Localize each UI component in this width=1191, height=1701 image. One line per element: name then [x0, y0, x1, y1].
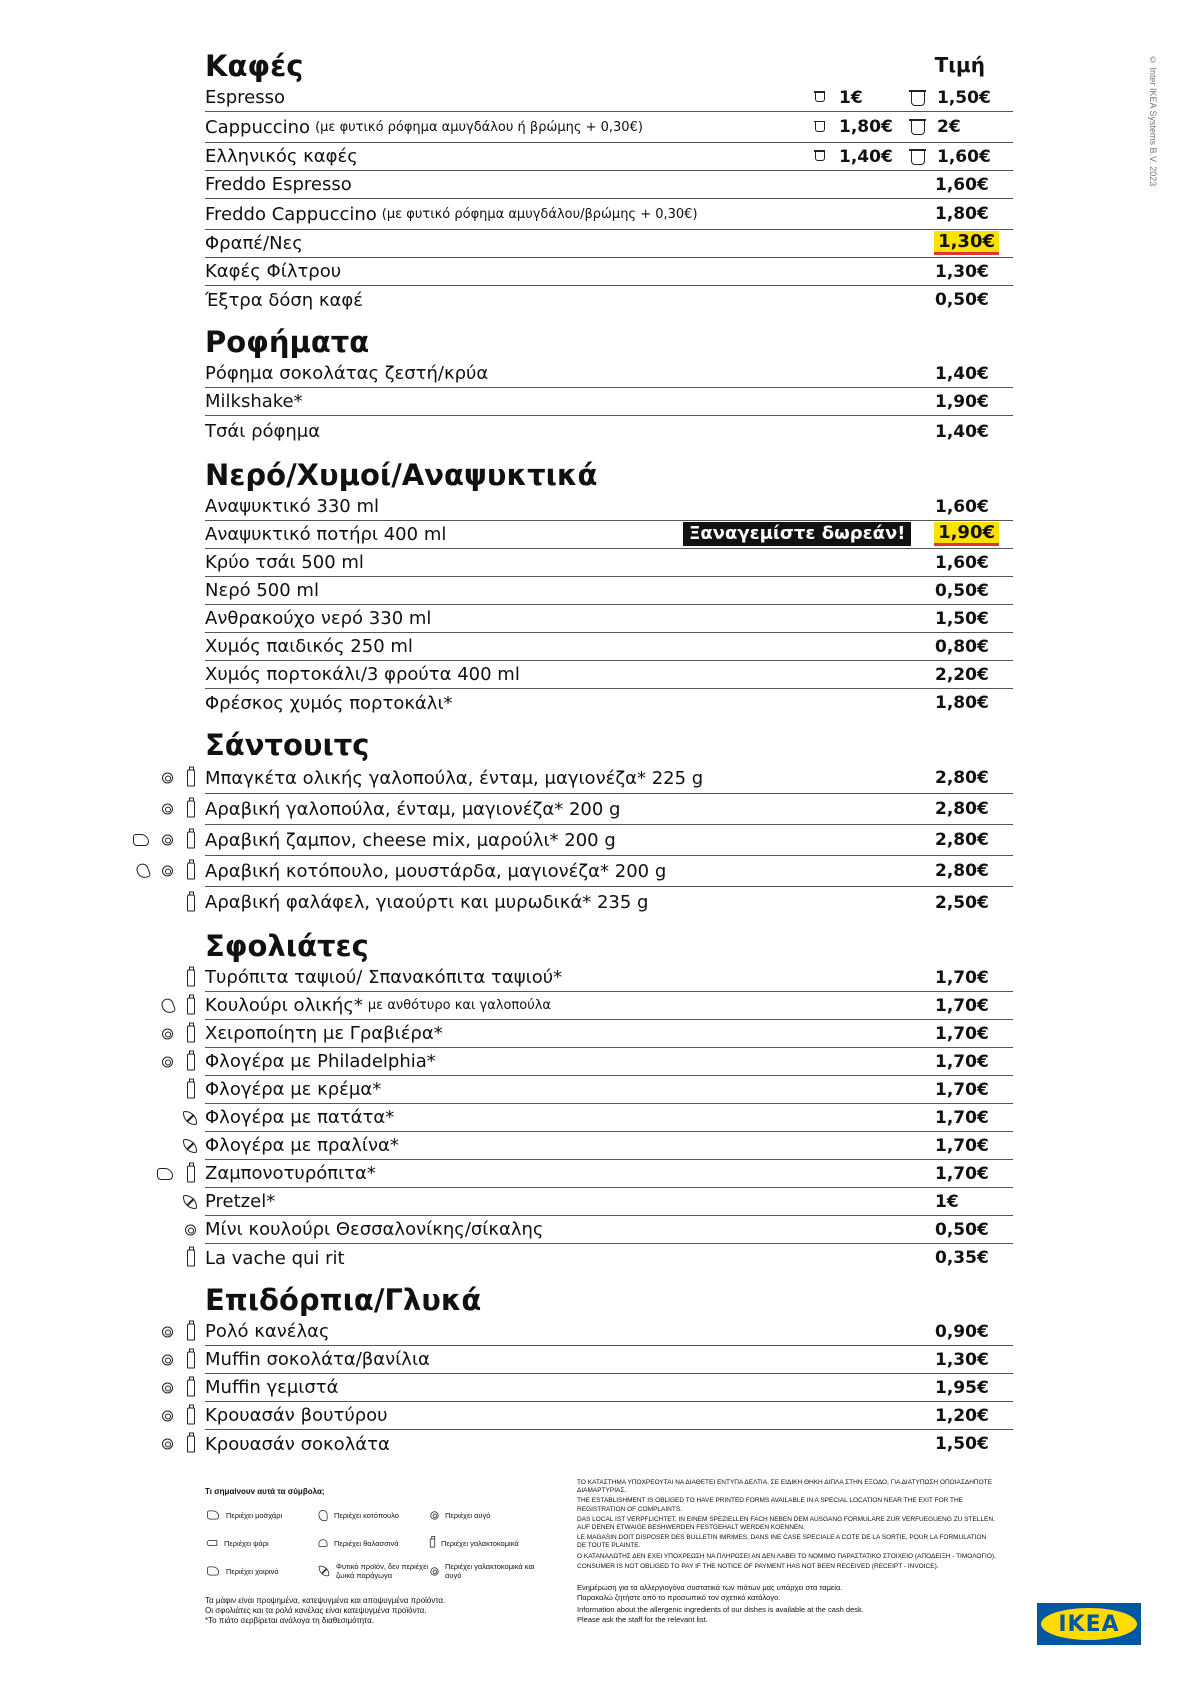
- legal-line: Ο ΚΑΤΑΝΑΛΩΤΗΣ ΔΕΝ ΕΧΕΙ ΥΠΟΧΡΕΩΣΗ ΝΑ ΠΛΗΡΩΣΕΙ ΑΝ ΔΕΝ ΛΑΒΕΙ ΤΟ ΝΟΜΙΜΟ ΠΑΡΑΣΤΑΤΙΚΟ ΣΤΟΙΧΕΙΟ (ΑΠΟΔΕΙΞΗ - ΤΙΜΟΛΟΓΙΟ).: [577, 1552, 996, 1560]
- egg-icon: [162, 1056, 173, 1067]
- menu-row: [205, 605, 1013, 633]
- legend-item: [429, 1562, 541, 1580]
- item-price: 1,50€: [935, 1434, 989, 1454]
- item-price: 2,80€: [935, 830, 989, 850]
- milk-icon: [187, 1053, 195, 1070]
- item-name: La vache qui rit: [205, 1247, 345, 1269]
- item-price: 1€: [935, 1191, 959, 1212]
- milk-icon: [187, 832, 195, 849]
- section-title-coffee: Καφές: [205, 49, 304, 83]
- small-price: 1,80€: [839, 117, 893, 137]
- menu-row: [205, 1374, 1013, 1402]
- menu-row: [205, 521, 1013, 549]
- item-price: 1,30€: [935, 261, 989, 282]
- egg-milk-icon: [430, 1567, 438, 1575]
- legend-note: Τα μάφιν είναι προψημένα, κατεψυγμένα και αποψυγμένα προϊόντα.: [205, 1596, 446, 1605]
- chicken-icon: [135, 862, 151, 880]
- menu-row: [205, 1318, 1013, 1346]
- vegan-icon: [183, 1111, 197, 1125]
- item-name: Χυμός παιδικός 250 ml: [205, 636, 413, 657]
- menu-row: [205, 856, 1013, 887]
- item-name: Αραβική φαλάφελ, γιαούρτι και μυρωδικά* 235 g: [205, 892, 649, 913]
- item-name: Έξτρα δόση καφέ: [205, 289, 363, 311]
- allergen-info-line: Παρακαλώ ζητήστε από το προσωπικό τον σχετικό κατάλογο.: [577, 1593, 781, 1603]
- size-prices: [815, 88, 991, 108]
- menu-row: [205, 258, 1013, 286]
- item-price: 1,70€: [935, 1107, 989, 1128]
- item-price: 2,80€: [935, 799, 989, 819]
- item-name: Αραβική κοτόπουλο, μουστάρδα, μαγιονέζα* 200 g: [205, 860, 667, 882]
- section-title-water: Νερό/Χυμοί/Αναψυκτικά: [205, 458, 598, 492]
- item-name: Muffin γεμιστά: [205, 1377, 339, 1398]
- section-drinks: [205, 324, 1013, 447]
- menu-row: [205, 416, 1013, 447]
- menu-row: [205, 1244, 1013, 1272]
- small-cup-icon: [815, 91, 825, 102]
- legend-label: Περιέχει γαλακτοκομικά: [441, 1538, 519, 1548]
- item-price: 1,80€: [935, 204, 989, 224]
- item-name: Ρολό κανέλας: [205, 1321, 330, 1342]
- menu-row: [205, 493, 1013, 521]
- small-price: 1€: [839, 87, 863, 108]
- menu-row: [205, 1048, 1013, 1076]
- legal-line: CONSUMER IS NOT OBLIGED TO PAY IF THE NOTICE OF PAYMENT HAS NOT BEEN RECEIVED (RECEIPT - INVOICE).: [577, 1562, 939, 1570]
- milk-icon: [187, 770, 195, 787]
- menu-row: [205, 84, 1013, 112]
- item-note: (με φυτικό ρόφημα αμυγδάλου/βρώμης + 0,30€): [381, 206, 698, 222]
- item-name: Φλογέρα με κρέμα*: [205, 1079, 382, 1100]
- menu-row: [205, 171, 1013, 199]
- egg-icon: [185, 1224, 196, 1235]
- item-price: 2,20€: [935, 664, 989, 685]
- item-name: Μίνι κουλούρι Θεσσαλονίκης/σίκαλης: [205, 1219, 544, 1240]
- vegan-icon: [183, 1195, 197, 1209]
- item-name: Κρουασάν βουτύρου: [205, 1405, 388, 1426]
- legend-note: Οι σφολιάτες και τα ρολά κανέλας είναι κατεψυγμένα προϊόντα.: [205, 1606, 427, 1615]
- milk-icon: [187, 969, 195, 986]
- milk-icon: [187, 863, 195, 880]
- section-title-desserts: Επιδόρπια/Γλυκά: [205, 1283, 482, 1317]
- item-name: Ανθρακούχο νερό 330 ml: [205, 608, 432, 629]
- legend-label: Περιέχει γαλακτοκομικά και αυγό: [445, 1562, 535, 1580]
- legend-label: Περιέχει κοτόπουλο: [334, 1510, 399, 1520]
- egg-icon: [162, 1382, 173, 1393]
- copyright-text: © Inter IKEA Systems B.V. 2023: [1148, 55, 1158, 187]
- legend-item: [205, 1506, 317, 1524]
- milk-icon: [187, 1436, 195, 1453]
- menu-row: [205, 763, 1013, 794]
- ikea-logo-oval: [1041, 1608, 1137, 1640]
- item-price: 1,70€: [935, 1135, 989, 1156]
- section-desserts: [205, 1282, 1013, 1458]
- menu-row: [205, 199, 1013, 230]
- item-price: 1,70€: [935, 1023, 989, 1044]
- egg-icon: [162, 835, 173, 846]
- item-name: Φραπέ/Νες: [205, 233, 303, 254]
- ikea-logo: [1037, 1603, 1141, 1645]
- legend-item: [205, 1534, 317, 1552]
- section-water: [205, 457, 1013, 717]
- item-price-highlighted: 1,90€: [934, 522, 999, 546]
- egg-icon: [162, 866, 173, 877]
- item-price: 2,50€: [935, 892, 989, 913]
- legend-label: Περιέχει μοσχάρι: [226, 1510, 283, 1520]
- symbol-legend: [205, 1487, 545, 1626]
- item-name: Κρύο τσάι 500 ml: [205, 552, 364, 573]
- egg-icon: [162, 1354, 173, 1365]
- menu: [205, 48, 1013, 1458]
- size-prices: [815, 147, 991, 167]
- item-price: 0,80€: [935, 636, 989, 657]
- milk-icon: [187, 997, 195, 1014]
- section-title-drinks: Ροφήματα: [205, 325, 370, 359]
- legal-line: ΤΟ ΚΑΤΑΣΤΗΜΑ ΥΠΟΧΡΕΟΥΤΑΙ ΝΑ ΔΙΑΘΕΤΕΙ ΕΝΤΥΠΑ ΔΕΛΤΙΑ, ΣΕ ΕΙΔΙΚΗ ΘΗΚΗ ΔΙΠΛΑ ΣΤΗΝ ΕΞΟΔΟ, ΓΙΑ ΔΙΑΤΥΠΩΣΗ ΟΠΟΙΑΣΔΗΠΟΤΕ ΔΙΑΜΑΡΤΥΡΙΑΣ.: [577, 1479, 992, 1495]
- vegan-icon: [183, 1139, 197, 1153]
- menu-row: [205, 661, 1013, 689]
- menu-row: [205, 1020, 1013, 1048]
- small-cup-icon: [815, 121, 825, 132]
- legend-item: [317, 1506, 429, 1524]
- egg-icon: [162, 1326, 173, 1337]
- item-price: 2,80€: [935, 861, 989, 881]
- item-price: 0,90€: [935, 1321, 989, 1342]
- item-name: Κρουασάν σοκολάτα: [205, 1433, 390, 1455]
- legal-line: THE ESTABLISHMENT IS OBLIGED TO HAVE PRINTED FORMS AVAILABLE IN A SPECIAL LOCATION NEAR THE EXIT FOR THE REGISTRATION OF COMPLAINTS.: [577, 1497, 964, 1513]
- section-coffee: [205, 48, 1013, 314]
- pork-icon: [157, 1168, 173, 1180]
- legend-grid: [205, 1506, 545, 1580]
- large-price: 2€: [937, 117, 961, 137]
- legend-item: [317, 1562, 429, 1580]
- large-price: 1,50€: [937, 87, 991, 108]
- item-price: 1,30€: [935, 1349, 989, 1370]
- item-name: Χυμός πορτοκάλι/3 φρούτα 400 ml: [205, 664, 520, 685]
- pork-icon: [133, 834, 149, 846]
- item-name: Αραβική ζαμπον, cheese mix, μαρούλι* 200 g: [205, 829, 616, 851]
- item-price: 1,20€: [935, 1405, 989, 1426]
- milk-icon: [187, 1165, 195, 1182]
- menu-row: [205, 1402, 1013, 1430]
- menu-row: [205, 633, 1013, 661]
- section-title-pastries: Σφολιάτες: [205, 929, 369, 963]
- legend-item: [429, 1534, 541, 1552]
- item-name: Φλογέρα με πραλίνα*: [205, 1135, 399, 1156]
- legend-note: *Το πιάτο σερβίρεται ανάλογα τη διαθεσιμότητα.: [205, 1616, 374, 1625]
- milk-icon: [187, 1379, 195, 1396]
- item-name: Milkshake*: [205, 391, 303, 412]
- menu-row: [205, 1076, 1013, 1104]
- egg-icon: [162, 804, 173, 815]
- item-name: Freddo Cappuccino: [205, 203, 377, 225]
- refill-badge: Ξαναγεμίστε δωρεάν!: [683, 522, 911, 546]
- legal-line: DAS LOCAL IST VERPFLICHTET, IN EINEM SPEZIELLEN FACH NEBEN DEM AUSGANG FORMULARE ZUR VERFUEGUENG ZU STELLEN, AUF DENEN ETWAIGE BESHWERDEN FESTGEHALT WERDEN KOENNEN.: [577, 1515, 995, 1532]
- legal-notice: [577, 1479, 997, 1625]
- egg-icon: [162, 1028, 173, 1039]
- item-price: 1,70€: [935, 995, 989, 1016]
- menu-row: [205, 388, 1013, 416]
- milk-icon: [187, 1407, 195, 1424]
- legend-label: Περιέχει θαλασσινά: [334, 1538, 399, 1548]
- item-price: 1,70€: [935, 1051, 989, 1072]
- allergen-info-line: Ενημέρωση για τα αλλεργιογόνα συστατικά των πιάτων μας υπάρχει στα ταμεία.: [577, 1583, 843, 1593]
- price-header: Τιμή: [934, 53, 985, 77]
- legend-item: [317, 1534, 429, 1552]
- menu-row: [205, 286, 1013, 314]
- item-price-highlighted: 1,30€: [934, 231, 999, 255]
- milk-icon: [187, 1250, 195, 1267]
- menu-row: [205, 1216, 1013, 1244]
- item-name: Μπαγκέτα ολικής γαλοπούλα, ένταμ, μαγιονέζα* 225 g: [205, 767, 704, 789]
- item-name: Αραβική γαλοπούλα, ένταμ, μαγιονέζα* 200 g: [205, 798, 621, 820]
- small-cup-icon: [815, 150, 825, 161]
- item-name: Freddo Espresso: [205, 174, 352, 195]
- item-price: 0,50€: [935, 580, 989, 601]
- large-cup-icon: [911, 90, 925, 106]
- ikea-logo-text: IKEA: [1058, 1611, 1120, 1637]
- item-price: 0,50€: [935, 290, 989, 310]
- legend-label: Περιέχει χοιρινό: [226, 1566, 279, 1576]
- item-price: 0,35€: [935, 1248, 989, 1268]
- egg-icon: [162, 1410, 173, 1421]
- item-price: 1,60€: [935, 552, 989, 573]
- item-name: Νερό 500 ml: [205, 580, 319, 601]
- menu-row: [205, 112, 1013, 143]
- milk-icon: [187, 1025, 195, 1042]
- section-sandwiches: [205, 727, 1013, 918]
- large-cup-icon: [911, 149, 925, 165]
- size-prices: [815, 117, 961, 137]
- egg-icon: [430, 1511, 438, 1519]
- legend-label: Περιέχει ψάρι: [224, 1538, 269, 1548]
- milk-icon: [187, 1351, 195, 1368]
- menu-row: [205, 794, 1013, 825]
- item-name: Pretzel*: [205, 1191, 276, 1212]
- item-name: Ζαμπονοτυρόπιτα*: [205, 1163, 376, 1184]
- allergen-info-line: Information about the allergenic ingredients of our dishes is available at the cash desk.: [577, 1605, 864, 1615]
- menu-row: [205, 689, 1013, 717]
- menu-row: [205, 1346, 1013, 1374]
- seafood-icon: [319, 1539, 328, 1547]
- item-name: Τσάι ρόφημα: [205, 421, 321, 442]
- large-cup-icon: [911, 119, 925, 135]
- allergen-info-line: Please ask the staff for the relevant list.: [577, 1615, 708, 1625]
- chicken-icon: [319, 1509, 328, 1520]
- menu-row: [205, 143, 1013, 171]
- menu-row: [205, 1104, 1013, 1132]
- egg-icon: [162, 1439, 173, 1450]
- item-price: 1,70€: [935, 1079, 989, 1100]
- milk-icon: [187, 894, 195, 911]
- item-price: 1,60€: [935, 496, 989, 517]
- beef-icon: [207, 1511, 219, 1520]
- legend-item: [205, 1562, 317, 1580]
- menu-row: [205, 360, 1013, 388]
- fish-icon: [207, 1540, 218, 1546]
- item-price: 1,95€: [935, 1377, 989, 1398]
- item-name: Ελληνικός καφές: [205, 146, 358, 167]
- item-name: Φλογέρα με Philadelphia*: [205, 1051, 436, 1072]
- item-note: (με φυτικό ρόφημα αμυγδάλου ή βρώμης + 0,30€): [315, 119, 643, 135]
- item-price: 1,70€: [935, 967, 989, 988]
- menu-row: [205, 992, 1013, 1020]
- menu-row: [205, 549, 1013, 577]
- legend-label: Φυτικό προϊόν, δεν περιέχει ζωικά παράγωγα: [336, 1562, 429, 1580]
- item-name: Φρέσκος χυμός πορτοκάλι*: [205, 692, 453, 714]
- item-name: Κουλούρι ολικής*: [205, 995, 363, 1016]
- egg-icon: [162, 773, 173, 784]
- menu-row: [205, 825, 1013, 856]
- item-name: Espresso: [205, 87, 286, 108]
- item-price: 2,80€: [935, 768, 989, 788]
- milk-icon: [187, 1081, 195, 1098]
- menu-row: [205, 1132, 1013, 1160]
- legend-label: Περιέχει αυγό: [445, 1510, 491, 1520]
- chicken-icon: [160, 996, 176, 1014]
- section-title-sandwiches: Σάντουιτς: [205, 728, 370, 762]
- item-name: Τυρόπιτα ταψιού/ Σπανακόπιτα ταψιού*: [205, 967, 563, 988]
- item-price: 0,50€: [935, 1219, 989, 1240]
- item-price: 1,40€: [935, 363, 989, 384]
- menu-row: [205, 577, 1013, 605]
- item-name: Αναψυκτικό 330 ml: [205, 496, 380, 517]
- item-name: Muffin σοκολάτα/βανίλια: [205, 1349, 430, 1370]
- item-name: Φλογέρα με πατάτα*: [205, 1107, 395, 1128]
- allergen-info: [577, 1583, 997, 1625]
- large-price: 1,60€: [937, 146, 991, 167]
- pork-icon: [207, 1567, 219, 1576]
- item-name: Χειροποίητη με Γραβιέρα*: [205, 1023, 443, 1044]
- menu-row: [205, 230, 1013, 258]
- legend-notes: [205, 1596, 545, 1626]
- item-price: 1,80€: [935, 693, 989, 713]
- section-pastries: [205, 928, 1013, 1272]
- menu-row: [205, 1188, 1013, 1216]
- menu-row: [205, 1160, 1013, 1188]
- menu-row: [205, 1430, 1013, 1458]
- milk-icon: [430, 1539, 435, 1548]
- menu-row: [205, 887, 1013, 918]
- item-price: 1,40€: [935, 421, 989, 442]
- milk-icon: [187, 1323, 195, 1340]
- vegan-icon: [319, 1566, 330, 1577]
- item-price: 1,60€: [935, 174, 989, 195]
- item-name: Αναψυκτικό ποτήρι 400 ml: [205, 524, 447, 545]
- milk-icon: [187, 801, 195, 818]
- legend-item: [429, 1506, 541, 1524]
- menu-row: [205, 964, 1013, 992]
- item-name: Καφές Φίλτρου: [205, 261, 342, 282]
- item-note: με ανθότυρο και γαλοπούλα: [367, 998, 551, 1013]
- legend-title: Τι σημαίνουν αυτά τα σύμβολα;: [205, 1487, 325, 1496]
- item-price: 1,70€: [935, 1163, 989, 1184]
- item-name: Cappuccino: [205, 116, 311, 138]
- small-price: 1,40€: [839, 146, 893, 167]
- item-price: 1,50€: [935, 608, 989, 629]
- item-name: Ρόφημα σοκολάτας ζεστή/κρύα: [205, 363, 489, 384]
- legal-line: LE MAGASIN DOIT DISPOSER DES BULLETIN IMRIMES, DANS INE CASE SPECIALE A COTE DE LA SORTIE, POUR LA FORMULATION DE TOUTE PLAINTE.: [577, 1534, 987, 1550]
- item-price: 1,90€: [935, 391, 989, 412]
